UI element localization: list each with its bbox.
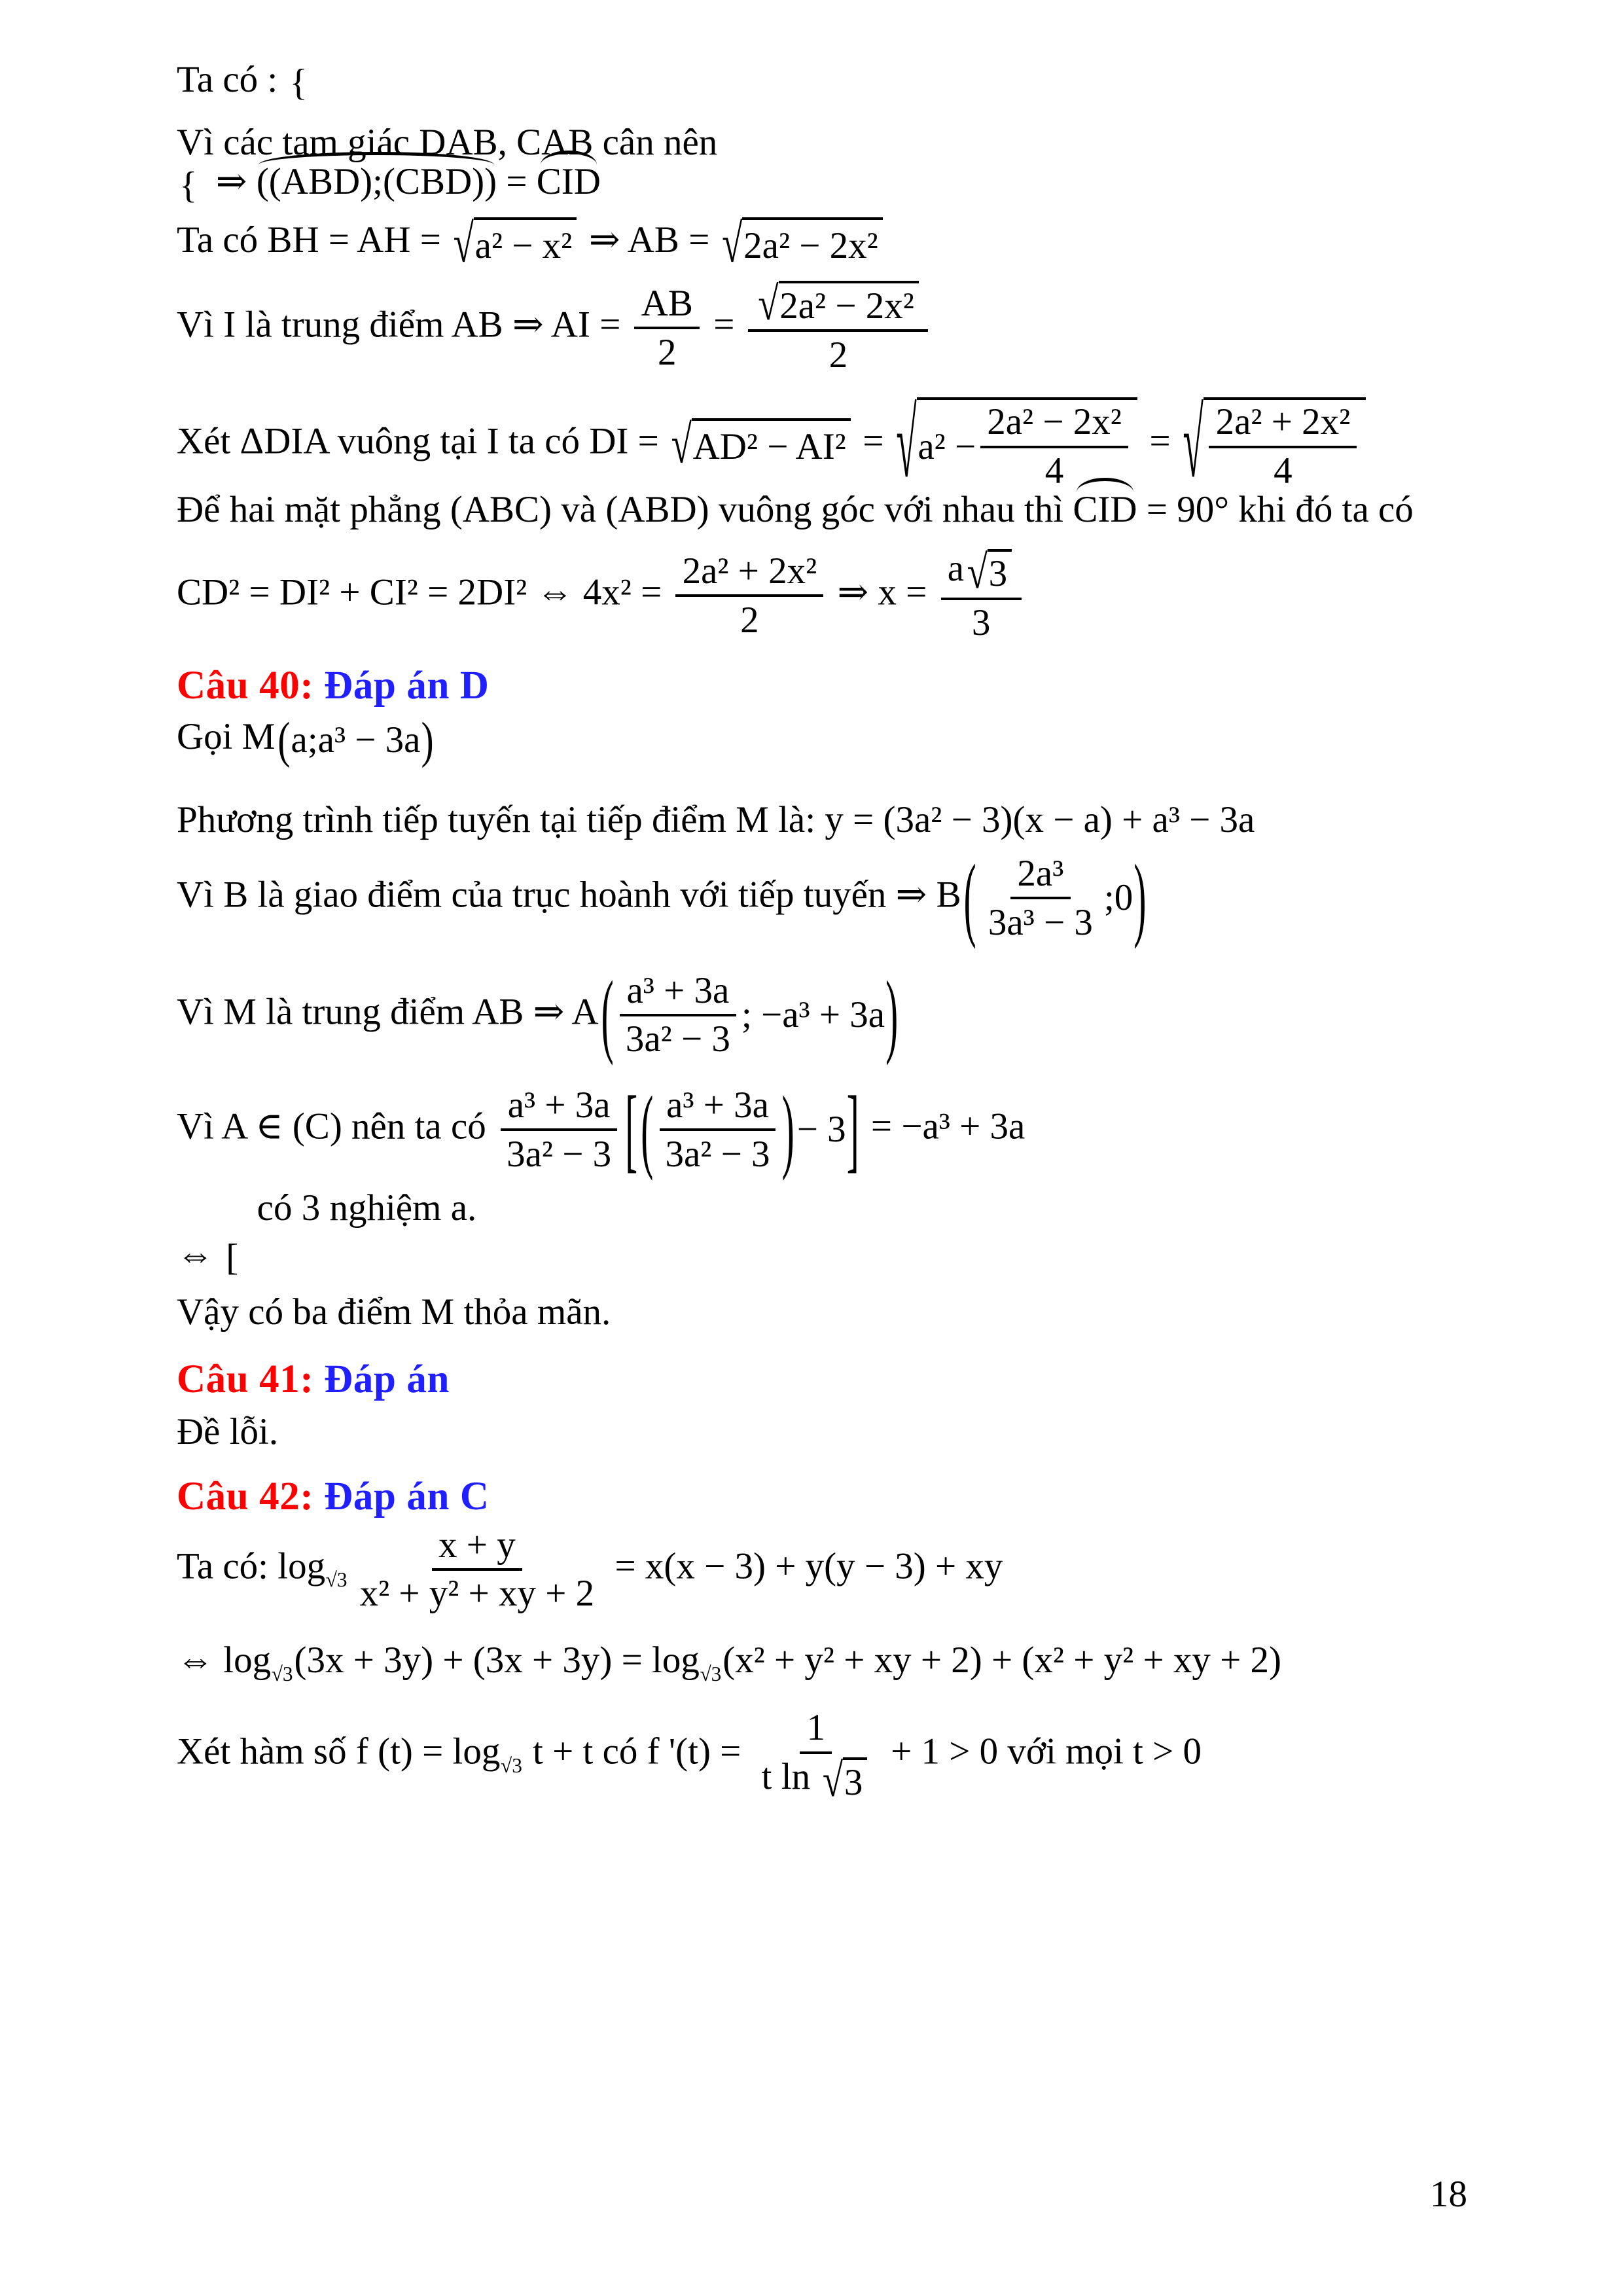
text-run: 4	[1044, 450, 1064, 492]
numerator	[634, 283, 700, 329]
text-run: = −a³ + 3a	[861, 1105, 1026, 1147]
cases-system	[179, 164, 205, 206]
text-run: 2a³	[1017, 853, 1064, 895]
cau-42-heading	[177, 1471, 1505, 1522]
text-run: t ln	[761, 1756, 820, 1798]
fence-content	[977, 853, 1133, 943]
radical-sign: √	[967, 546, 988, 598]
text-run: Xét hàm số f (t) = log	[177, 1731, 501, 1772]
he-dieu-kien-bh	[177, 56, 1505, 104]
fraction	[634, 283, 700, 373]
denominator	[500, 1131, 618, 1175]
numerator	[501, 1085, 616, 1131]
diem-a	[177, 963, 1505, 1067]
square-root	[722, 213, 882, 274]
text-run: 2	[658, 331, 677, 373]
numerator	[620, 970, 736, 1016]
text-run: (x² + y² + xy + 2) + (x² + y² + xy + 2)	[722, 1640, 1282, 1681]
text-run: x² + y² + xy + 2	[359, 1573, 595, 1615]
square-root	[822, 1754, 867, 1806]
numerator	[1209, 401, 1357, 448]
text-run: 2a² − 2x²	[743, 224, 878, 266]
tinh-di	[177, 391, 1505, 499]
fraction	[1209, 401, 1357, 492]
numerator	[980, 401, 1128, 448]
a-thuoc-c	[177, 1077, 1505, 1182]
text-run: + 1 > 0 với mọi t > 0	[881, 1731, 1202, 1772]
angle-hat: CID	[1073, 486, 1137, 534]
text-run: Ta có :	[177, 59, 287, 100]
log-base-subscript: √3	[700, 1662, 722, 1685]
square-root	[671, 414, 851, 475]
log-base-subscript: √3	[501, 1753, 522, 1777]
answer-label: Đáp án C	[313, 1475, 490, 1519]
text-run: Vì các tam giác DAB, CAB cân nên	[177, 122, 718, 164]
denominator	[734, 597, 766, 641]
document-content	[177, 56, 1505, 1806]
text-run: 2a² + 2x²	[1215, 401, 1351, 443]
text-run: Xét ΔDIA vuông tại I ta có DI =	[177, 420, 669, 462]
fence-group	[277, 712, 434, 768]
giai-x	[177, 548, 1505, 644]
text-run: 2a² − 2x²	[779, 285, 914, 327]
text-run: ((ABD);(CBD))	[256, 161, 497, 203]
close-delimiter: )	[1133, 846, 1147, 951]
answer-label: Đáp án D	[313, 663, 490, 708]
fraction	[755, 1707, 877, 1806]
square-root	[453, 213, 577, 274]
pt-tiep-tuyen	[177, 796, 1505, 844]
radical-sign: √	[1183, 391, 1204, 499]
square-root	[758, 278, 918, 331]
fence-group	[963, 846, 1147, 951]
denominator	[822, 332, 854, 376]
numerator	[660, 1085, 776, 1131]
text-run: 3a² − 3	[507, 1133, 612, 1175]
text-run: = x(x − 3) + y(y − 3) + xy	[605, 1545, 1003, 1587]
radical-sign: √	[671, 414, 692, 475]
square-root	[1183, 391, 1366, 499]
cau-41-heading	[177, 1354, 1505, 1405]
open-delimiter: (	[963, 846, 976, 951]
fraction	[353, 1524, 601, 1615]
close-delimiter: )	[421, 712, 434, 768]
text-run: 1	[806, 1707, 825, 1749]
page-footer	[1430, 2173, 1467, 2215]
cases-brace: {	[179, 164, 198, 206]
text-run: a;a³ − 3a	[291, 719, 421, 761]
diem-b	[177, 846, 1505, 951]
fence-group	[640, 1077, 795, 1182]
numerator	[675, 550, 823, 597]
fraction	[982, 853, 1100, 943]
text-run: =	[1140, 420, 1180, 462]
text-run: Đề lỗi.	[177, 1411, 279, 1453]
open-delimiter: [	[625, 1077, 638, 1182]
text-run: Phương trình tiếp tuyến tại tiếp điểm M là: y = (3a² − 3)(x − a) + a³ − 3a	[177, 799, 1255, 841]
fraction	[675, 550, 823, 641]
text-run: a² − x²	[474, 224, 573, 266]
text-run: 4	[1274, 450, 1293, 492]
side-note: có 3 nghiệm a.	[247, 1187, 477, 1229]
square-root	[967, 546, 1012, 598]
text-run: Vì I là trung điểm AB ⇒ AI =	[177, 304, 630, 346]
text-run: Vì A ∈ (C) nên ta có	[177, 1105, 496, 1147]
cases-rows	[239, 1249, 245, 1268]
text-run: a² −	[918, 425, 976, 467]
denominator	[651, 329, 683, 373]
cases-rows	[198, 176, 204, 195]
fence-group	[624, 1077, 860, 1182]
text-run: Ta có: log	[177, 1545, 326, 1587]
text-run: Gọi M	[177, 716, 276, 758]
text-run: t + t có f '(t) =	[523, 1731, 751, 1772]
cases-brace: [	[226, 1237, 239, 1279]
radicand	[988, 549, 1012, 596]
radicand	[692, 418, 851, 471]
goc-nhi-dien	[177, 158, 1505, 206]
text-run: − 3	[796, 1109, 846, 1151]
text-run: ⇒ AB =	[579, 219, 719, 261]
text-run: ; −a³ + 3a	[741, 994, 885, 1035]
text-run: Để hai mặt phẳng (ABC) và (ABD) vuông góc với nhau thì	[177, 488, 1073, 530]
question-label: Câu 42:	[177, 1475, 314, 1519]
cases-brace: {	[289, 62, 308, 104]
fraction	[658, 1085, 777, 1175]
denominator	[658, 1131, 777, 1175]
text-run: =	[497, 161, 537, 203]
text-run: 3	[844, 1761, 863, 1803]
text-run: a³ + 3a	[666, 1085, 769, 1126]
radical-sign: √	[822, 1754, 844, 1806]
text-run: = 90° khi đó ta có	[1137, 488, 1414, 530]
text-run: a³ + 3a	[507, 1085, 611, 1126]
question-label: Câu 41:	[177, 1357, 314, 1402]
text-run: 2a² + 2x²	[682, 550, 817, 592]
text-run: Vì M là trung điểm AB ⇒ A	[177, 991, 599, 1032]
numerator	[1010, 853, 1070, 899]
de-loi	[177, 1408, 1505, 1456]
tuong-duong-log	[177, 1636, 1505, 1687]
text-run: =	[704, 304, 744, 346]
numerator	[941, 548, 1022, 600]
open-delimiter: (	[641, 1077, 654, 1182]
text-run: 3a² − 3	[665, 1133, 770, 1175]
fence-content	[291, 716, 421, 764]
close-delimiter: ]	[846, 1077, 859, 1182]
text-run: ;0	[1103, 877, 1133, 919]
text-run: ⇒	[206, 161, 257, 203]
close-delimiter: )	[781, 1077, 794, 1182]
wide-angle-hat	[257, 158, 497, 206]
page-number: 18	[1430, 2174, 1467, 2215]
cau-40-heading	[177, 660, 1505, 711]
radicand	[843, 1757, 867, 1804]
xet-ham-so	[177, 1707, 1505, 1806]
text-run: Ta có BH = AH =	[177, 219, 451, 261]
fence-content	[654, 1085, 781, 1175]
denominator	[755, 1754, 877, 1804]
ta-co-log	[177, 1524, 1505, 1615]
fraction	[500, 1085, 618, 1175]
radicand	[779, 281, 919, 327]
text-run: 3	[988, 553, 1008, 595]
text-run: a	[947, 547, 965, 589]
close-delimiter: )	[885, 963, 899, 1067]
open-delimiter: (	[277, 712, 291, 768]
text-run: CD² = DI² + CI² = 2DI² ⇔ 4x² =	[177, 571, 671, 613]
ket-luan-40	[177, 1288, 1505, 1336]
fence-group	[601, 963, 899, 1067]
text-run: ⇔	[177, 1233, 224, 1275]
fraction	[619, 970, 738, 1060]
goi-m	[177, 712, 1505, 768]
text-run: AD² − AI²	[692, 425, 846, 467]
text-run: ⇔ log	[177, 1640, 272, 1681]
tinh-ai	[177, 280, 1505, 376]
question-label: Câu 40:	[177, 663, 314, 708]
text-run: Vậy có ba điểm M thỏa mãn.	[177, 1291, 611, 1333]
radical-sign: √	[896, 391, 917, 499]
denominator	[619, 1016, 738, 1060]
radical-sign: √	[722, 213, 743, 274]
numerator	[432, 1524, 522, 1571]
text-run: AB	[641, 282, 693, 324]
denominator	[353, 1571, 601, 1615]
cases-system	[289, 62, 315, 104]
angle-hat: CID	[537, 158, 601, 206]
denominator	[965, 600, 997, 644]
text-run: 2a² − 2x²	[987, 401, 1122, 443]
text-run: 3	[971, 602, 991, 644]
text-run: ⇒ x =	[828, 571, 936, 613]
cases-system	[225, 1237, 245, 1279]
dieu-kien-vuong-goc	[177, 486, 1505, 534]
numerator	[800, 1707, 832, 1753]
text-run: 3a³ − 3	[988, 901, 1093, 943]
denominator	[982, 899, 1100, 943]
cases-rows	[308, 64, 315, 101]
open-delimiter: (	[601, 963, 614, 1067]
radicand	[742, 217, 882, 270]
text-run: a³ + 3a	[626, 969, 730, 1011]
text-run: 2	[740, 599, 759, 641]
answer-label: Đáp án	[313, 1357, 450, 1402]
fraction	[941, 548, 1022, 644]
text-run: 3a² − 3	[625, 1018, 730, 1060]
text-run: (3x + 3y) + (3x + 3y) = log	[294, 1640, 700, 1681]
radical-sign: √	[758, 278, 779, 331]
fence-content	[638, 1077, 846, 1182]
fence-content	[615, 970, 885, 1060]
text-run: =	[853, 420, 893, 462]
log-base-subscript: √3	[271, 1662, 293, 1685]
text-run: 2	[829, 334, 848, 376]
radical-sign: √	[453, 213, 474, 274]
log-base-subscript: √3	[325, 1568, 348, 1591]
radicand	[1204, 397, 1366, 492]
tinh-ab	[177, 213, 1505, 274]
he-nghiem	[177, 1184, 1505, 1279]
radicand	[474, 217, 577, 270]
text-run: x + y	[438, 1524, 516, 1566]
text-run: Vì B là giao điểm của trục hoành với tiếp tuyến ⇒ B	[177, 874, 961, 916]
